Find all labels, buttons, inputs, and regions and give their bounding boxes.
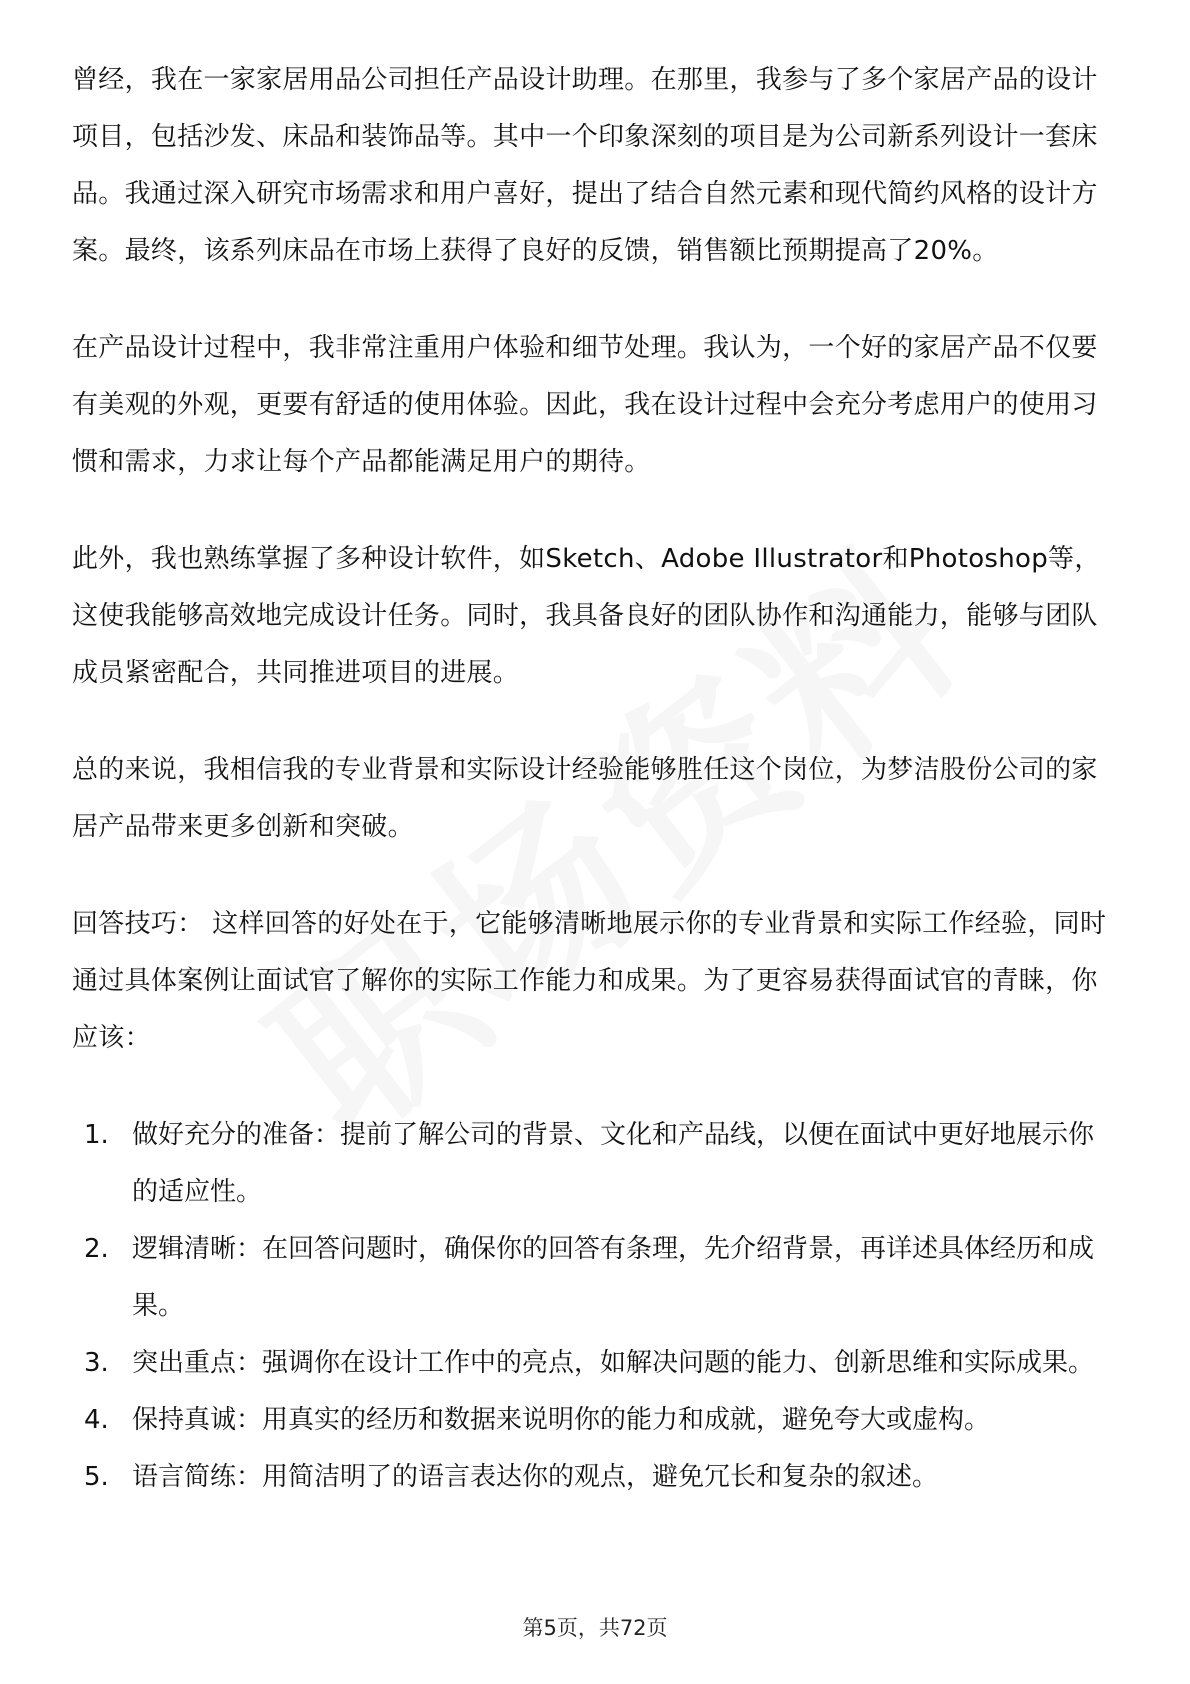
tips-list — [72, 1107, 1118, 1506]
list-item-number: 3. — [84, 1348, 109, 1378]
paragraph-answer-tips: 回答技巧： 这样回答的好处在于，它能够清晰地展示你的专业背景和实际工作经验，同时通过具体案例让面试官了解你的实际工作能力和成果。为了更容易获得面试官的青睐，你应该： — [72, 909, 1107, 1053]
list-item-text: 做好充分的准备：提前了解公司的背景、文化和产品线，以便在面试中更好地展示你的适应性。 — [132, 1120, 1095, 1207]
list-item — [72, 1107, 1118, 1221]
list-item — [72, 1335, 1118, 1392]
page-footer: 第5页，共72页 — [522, 1616, 668, 1640]
list-item — [72, 1392, 1118, 1449]
paragraph-user-experience: 在产品设计过程中，我非常注重用户体验和细节处理。我认为，一个好的家居产品不仅要有美观的外观，更要有舒适的使用体验。因此，我在设计过程中会充分考虑用户的使用习惯和需求，力求让每个产品都能满足用户的期待。 — [72, 333, 1098, 477]
paragraph-software-skills: 此外，我也熟练掌握了多种设计软件，如Sketch、Adobe Illustrator和Photoshop等，这使我能够高效地完成设计任务。同时，我具备良好的团队协作和沟通能力，能够与团队成员紧密配合，共同推进项目的进展。 — [72, 544, 1101, 688]
list-item-text: 保持真诚：用真实的经历和数据来说明你的能力和成就，避免夸大或虚构。 — [132, 1405, 991, 1435]
paragraph-summary: 总的来说，我相信我的专业背景和实际设计经验能够胜任这个岗位，为梦洁股份公司的家居产品带来更多创新和突破。 — [72, 755, 1098, 842]
list-item-number: 4. — [84, 1405, 109, 1435]
list-item-number: 5. — [84, 1462, 109, 1492]
list-item-text: 突出重点：强调你在设计工作中的亮点，如解决问题的能力、创新思维和实际成果。 — [132, 1348, 1095, 1378]
paragraph-experience: 曾经，我在一家家居用品公司担任产品设计助理。在那里，我参与了多个家居产品的设计项目，包括沙发、床品和装饰品等。其中一个印象深刻的项目是为公司新系列设计一套床品。我通过深入研究市场需求和用户喜好，提出了结合自然元素和现代简约风格的设计方案。最终，该系列床品在市场上获得了良好的反馈，销售额比预期提高了20%。 — [72, 65, 1098, 266]
document-body — [72, 52, 1118, 1506]
list-item-text: 逻辑清晰：在回答问题时，确保你的回答有条理，先介绍背景，再详述具体经历和成果。 — [132, 1234, 1095, 1321]
list-item-text: 语言简练：用简洁明了的语言表达你的观点，避免冗长和复杂的叙述。 — [132, 1462, 939, 1492]
list-item — [72, 1221, 1118, 1335]
list-item — [72, 1449, 1118, 1506]
list-item-number: 1. — [84, 1120, 109, 1150]
list-item-number: 2. — [84, 1234, 109, 1264]
